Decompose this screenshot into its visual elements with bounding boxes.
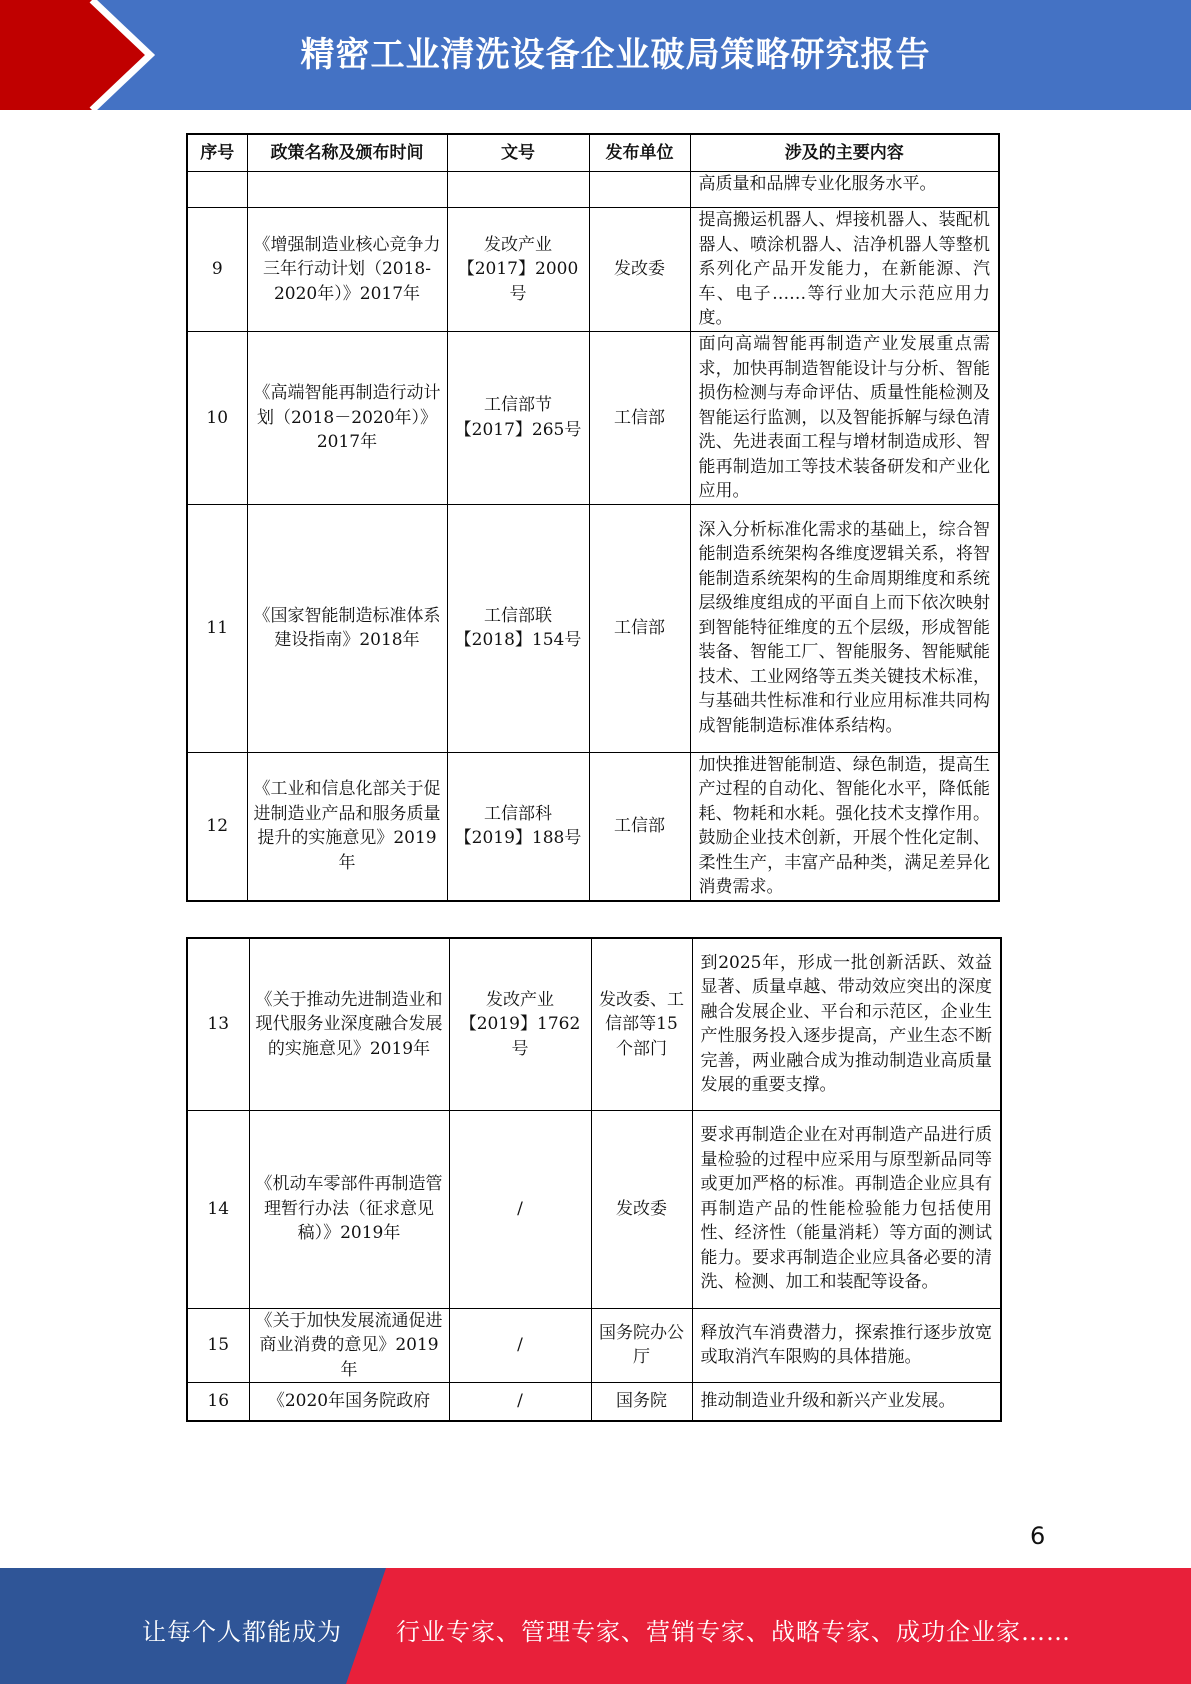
cell-doc: 发改产业【2019】1762号 <box>449 938 591 1110</box>
cell-num: 11 <box>187 504 247 752</box>
cell-unit: 工信部 <box>589 752 690 901</box>
cell-name: 《关于推动先进制造业和现代服务业深度融合发展的实施意见》2019年 <box>249 938 449 1110</box>
header-unit: 发布单位 <box>589 134 690 172</box>
cell-doc: / <box>449 1383 591 1421</box>
cell-name: 《2020年国务院政府 <box>249 1383 449 1421</box>
cell-num: 14 <box>187 1110 249 1308</box>
cell-num: 16 <box>187 1383 249 1421</box>
table-row <box>187 172 999 208</box>
report-title: 精密工业清洗设备企业破局策略研究报告 <box>300 35 931 75</box>
cell-content: 面向高端智能再制造产业发展重点需求，加快再制造智能设计与分析、智能损伤检测与寿命评估、质量性能检测及智能运行监测，以及智能拆解与绿色清洗、先进表面工程与增材制造成形、智能再制造加工等技术装备研发和产业化应用。 <box>690 332 999 505</box>
cell-doc: 发改产业【2017】2000号 <box>447 208 589 332</box>
cell-content: 释放汽车消费潜力，探索推行逐步放宽或取消汽车限购的具体措施。 <box>692 1308 1001 1383</box>
header-num: 序号 <box>187 134 247 172</box>
table-row <box>187 332 999 505</box>
footer-banner <box>0 1568 1191 1684</box>
cell-num: 9 <box>187 208 247 332</box>
footer-slogan-right: 行业专家、管理专家、营销专家、战略专家、成功企业家…… <box>396 1618 1071 1646</box>
table-row <box>187 504 999 752</box>
policy-table-2 <box>186 937 1002 1422</box>
cell-unit: 工信部 <box>589 504 690 752</box>
cell-num: 15 <box>187 1308 249 1383</box>
cell-name: 《关于加快发展流通促进商业消费的意见》2019年 <box>249 1308 449 1383</box>
table-row <box>187 208 999 332</box>
cell-doc <box>447 172 589 208</box>
table-row <box>187 938 1001 1110</box>
cell-num: 13 <box>187 938 249 1110</box>
cell-doc: / <box>449 1308 591 1383</box>
cell-num: 12 <box>187 752 247 901</box>
cell-content: 加快推进智能制造、绿色制造，提高生产过程的自动化、智能化水平，降低能耗、物耗和水耗。强化技术支撑作用。鼓励企业技术创新，开展个性化定制、柔性生产，丰富产品种类，满足差异化消费需求。 <box>690 752 999 901</box>
table-header-row <box>187 134 999 172</box>
cell-content: 推动制造业升级和新兴产业发展。 <box>692 1383 1001 1421</box>
cell-unit: 国务院 <box>591 1383 692 1421</box>
cell-content: 深入分析标准化需求的基础上，综合智能制造系统架构各维度逻辑关系，将智能制造系统架构的生命周期维度和系统层级维度组成的平面自上而下依次映射到智能特征维度的五个层级，形成智能装备、智能工厂、智能服务、智能赋能技术、工业网络等五类关键技术标准，与基础共性标准和行业应用标准共同构成智能制造标准体系结构。 <box>690 504 999 752</box>
header-banner <box>0 0 1191 110</box>
table-row <box>187 1308 1001 1383</box>
cell-name: 《机动车零部件再制造管理暂行办法（征求意见稿）》2019年 <box>249 1110 449 1308</box>
header-content: 涉及的主要内容 <box>690 134 999 172</box>
cell-name: 《国家智能制造标准体系建设指南》2018年 <box>247 504 447 752</box>
cell-num: 10 <box>187 332 247 505</box>
cell-unit <box>589 172 690 208</box>
cell-content: 要求再制造企业在对再制造产品进行质量检验的过程中应采用与原型新品同等或更加严格的标准。再制造企业应具有再制造产品的性能检验能力包括使用性、经济性（能量消耗）等方面的测试能力。要求再制造企业应具备必要的清洗、检测、加工和装配等设备。 <box>692 1110 1001 1308</box>
page-number: 6 <box>1030 1522 1046 1550</box>
footer-slogan-left: 让每个人都能成为 <box>142 1618 342 1646</box>
cell-name: 《增强制造业核心竞争力三年行动计划（2018-2020年）》2017年 <box>247 208 447 332</box>
cell-doc: 工信部联【2018】154号 <box>447 504 589 752</box>
cell-name <box>247 172 447 208</box>
cell-name: 《高端智能再制造行动计划（2018－2020年）》2017年 <box>247 332 447 505</box>
cell-content: 高质量和品牌专业化服务水平。 <box>690 172 999 208</box>
policy-table-1 <box>186 133 1000 902</box>
table-row <box>187 1110 1001 1308</box>
cell-unit: 国务院办公厅 <box>591 1308 692 1383</box>
cell-content: 到2025年，形成一批创新活跃、效益显著、质量卓越、带动效应突出的深度融合发展企业、平台和示范区，企业生产性服务投入逐步提高，产业生态不断完善，两业融合成为推动制造业高质量发展的重要支撑。 <box>692 938 1001 1110</box>
cell-doc: 工信部节【2017】265号 <box>447 332 589 505</box>
header-doc: 文号 <box>447 134 589 172</box>
cell-unit: 发改委、工信部等15个部门 <box>591 938 692 1110</box>
table-row <box>187 1383 1001 1421</box>
table-row <box>187 752 999 901</box>
header-name: 政策名称及颁布时间 <box>247 134 447 172</box>
cell-unit: 工信部 <box>589 332 690 505</box>
cell-doc: 工信部科【2019】188号 <box>447 752 589 901</box>
cell-content: 提高搬运机器人、焊接机器人、装配机器人、喷涂机器人、洁净机器人等整机系列化产品开发能力，在新能源、汽车、电子……等行业加大示范应用力度。 <box>690 208 999 332</box>
cell-name: 《工业和信息化部关于促进制造业产品和服务质量提升的实施意见》2019年 <box>247 752 447 901</box>
cell-num <box>187 172 247 208</box>
cell-unit: 发改委 <box>589 208 690 332</box>
cell-doc: / <box>449 1110 591 1308</box>
cell-unit: 发改委 <box>591 1110 692 1308</box>
